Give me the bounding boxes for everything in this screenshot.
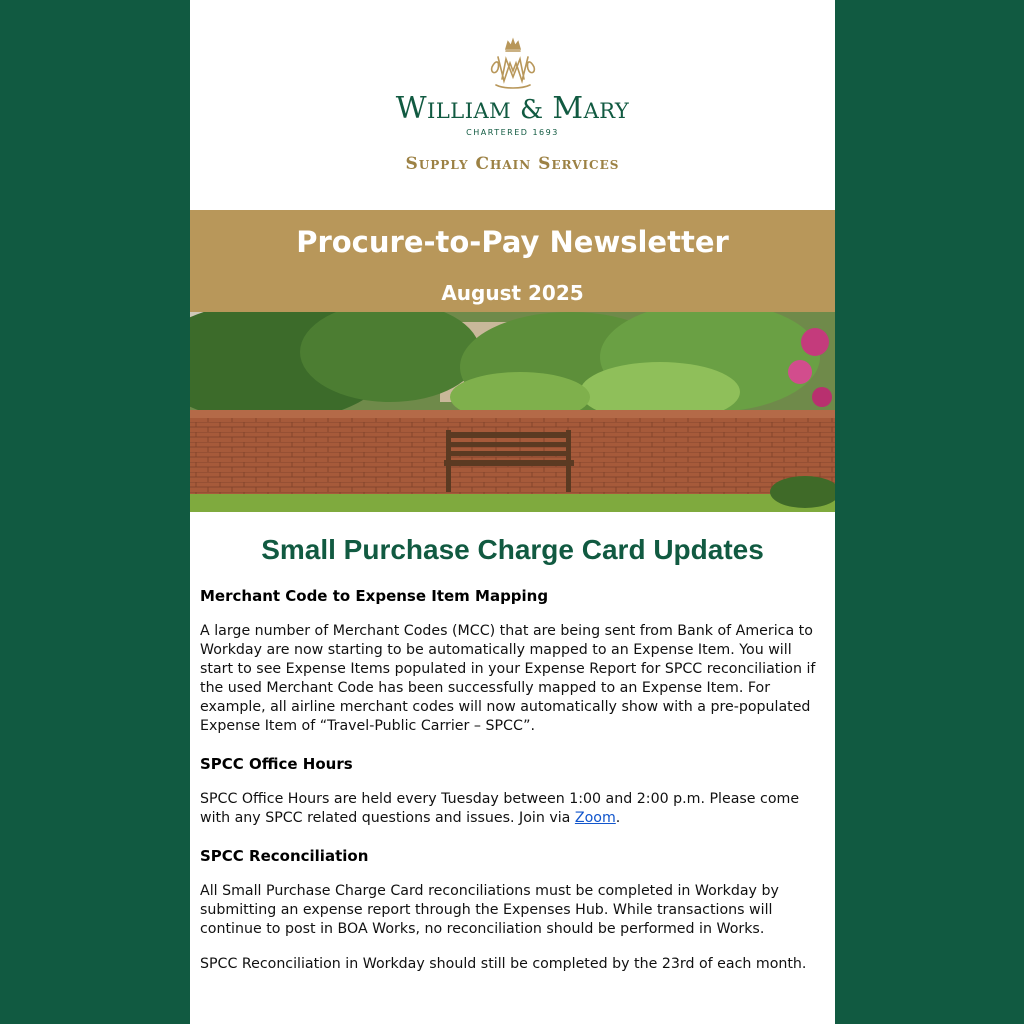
newsletter-title: Procure-to-Pay Newsletter	[296, 225, 729, 259]
royal-cipher-crest-icon	[486, 37, 540, 91]
article-body: A large number of Merchant Codes (MCC) that are being sent from Bank of America to Workday are now starting to be automatically mapped to an Expense Item. You will start to see Expense Items populated in your Expense Report for SPCC reconciliation if the used Merchant Code has been successfully mapped to an Expense Item. For example, all airline merchant codes will now automatically show with a pre-populated Expense Item of “Travel-Public Carrier – SPCC”.	[200, 623, 816, 734]
article-body-text: SPCC Office Hours are held every Tuesday between 1:00 and 2:00 p.m. Please come with any SPCC related questions and issues. Join via	[200, 791, 800, 826]
article-merchant-code	[190, 587, 835, 736]
newsletter-date: August 2025	[441, 281, 584, 305]
article-heading: Merchant Code to Expense Item Mapping	[200, 587, 549, 605]
article-reconciliation	[190, 847, 835, 974]
chartered-line: CHARTERED 1693	[466, 128, 559, 137]
name-mary: Mary	[552, 91, 630, 126]
name-william: William	[395, 91, 512, 126]
article-body-suffix: .	[615, 810, 621, 826]
article-body: All Small Purchase Charge Card reconciliations must be completed in Workday by submitting an expense report through the Expenses Hub. While transactions will continue to post in BOA Works, no reconciliation should be performed in Works.	[200, 883, 779, 937]
masthead	[190, 0, 835, 210]
article-body-deadline: SPCC Reconciliation in Workday should still be completed by the 23rd of each month.	[200, 956, 807, 972]
article-body	[200, 790, 825, 828]
article-heading: SPCC Reconciliation	[200, 847, 369, 865]
article-office-hours	[190, 755, 835, 828]
university-name	[190, 93, 835, 126]
newsletter-banner	[190, 210, 835, 312]
newsletter-page	[190, 0, 835, 1024]
name-ampersand: &	[519, 95, 544, 125]
garden-bench-photo	[190, 312, 835, 512]
zoom-link[interactable]: Zoom	[574, 810, 616, 826]
article-heading: SPCC Office Hours	[200, 755, 353, 773]
main-content	[190, 512, 835, 974]
department-name: Supply Chain Services	[405, 154, 620, 174]
section-title: Small Purchase Charge Card Updates	[261, 534, 764, 565]
